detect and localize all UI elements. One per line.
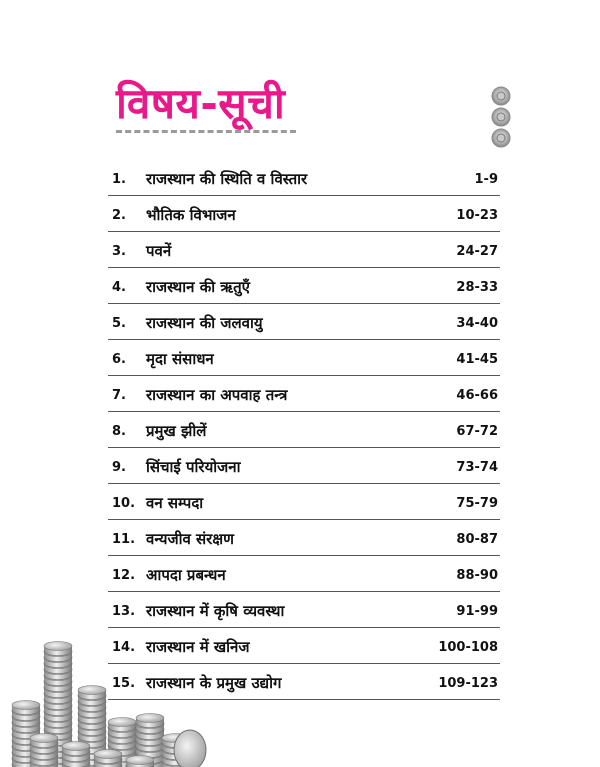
toc-page-range: 88-90 — [456, 568, 498, 583]
toc-number: 8. — [112, 424, 126, 439]
page-title: विषय-सूची — [116, 79, 286, 128]
title-underline — [116, 130, 296, 133]
toc-page-range: 80-87 — [456, 532, 498, 547]
toc-page-range: 73-74 — [456, 460, 498, 475]
coin-icon — [62, 742, 90, 756]
toc-row — [108, 304, 500, 340]
toc-chapter-title: सिंचाई परियोजना — [146, 458, 241, 476]
toc-number: 9. — [112, 460, 126, 475]
toc-chapter-title: प्रमुख झीलें — [146, 422, 207, 440]
toc-page-range: 100-108 — [438, 640, 498, 655]
toc-number: 12. — [112, 568, 136, 583]
toc-row — [108, 160, 500, 196]
toc-number: 14. — [112, 640, 136, 655]
toc-number: 7. — [112, 388, 126, 403]
toc-row — [108, 196, 500, 232]
toc-number: 11. — [112, 532, 136, 547]
flower-icon — [492, 87, 510, 105]
toc-chapter-title: राजस्थान का अपवाह तन्त्र — [146, 386, 288, 404]
toc-row — [108, 268, 500, 304]
toc-row — [108, 376, 500, 412]
decorative-ornaments — [489, 84, 513, 150]
toc-chapter-title: पवनें — [146, 242, 172, 260]
toc-chapter-title: भौतिक विभाजन — [146, 206, 236, 224]
toc-page-range: 75-79 — [456, 496, 498, 511]
toc-page-range: 109-123 — [438, 676, 498, 691]
toc-chapter-title: राजस्थान में खनिज — [146, 638, 250, 656]
toc-chapter-title: राजस्थान की स्थिति व विस्तार — [146, 170, 308, 188]
coin-icon — [136, 714, 164, 728]
standing-coin-icon — [174, 730, 206, 767]
coin-icon — [108, 718, 136, 732]
toc-number: 2. — [112, 208, 126, 223]
toc-page-range: 91-99 — [456, 604, 498, 619]
toc-page-range: 67-72 — [456, 424, 498, 439]
flower-icon — [492, 129, 510, 147]
toc-number: 15. — [112, 676, 136, 691]
coin-icon — [94, 750, 122, 764]
toc-page-range: 24-27 — [456, 244, 498, 259]
toc-row — [108, 448, 500, 484]
toc-page-range: 46-66 — [456, 388, 498, 403]
toc-chapter-title: राजस्थान के प्रमुख उद्योग — [146, 674, 282, 692]
toc-row — [108, 412, 500, 448]
toc-row — [108, 232, 500, 268]
toc-number: 3. — [112, 244, 126, 259]
toc-row — [108, 556, 500, 592]
coin-icon — [12, 701, 40, 715]
toc-chapter-title: मृदा संसाधन — [146, 350, 214, 368]
toc-number: 1. — [112, 172, 126, 187]
flower-icon — [492, 108, 510, 126]
toc-number: 10. — [112, 496, 136, 511]
toc-page-range: 34-40 — [456, 316, 498, 331]
toc-number: 4. — [112, 280, 126, 295]
coin-icon — [44, 642, 72, 656]
toc-chapter-title: राजस्थान की जलवायु — [146, 314, 263, 332]
toc-row — [108, 520, 500, 556]
toc-chapter-title: वन सम्पदा — [146, 494, 204, 512]
coin-icon — [30, 734, 58, 748]
toc-chapter-title: वन्यजीव संरक्षण — [146, 530, 234, 548]
toc-number: 5. — [112, 316, 126, 331]
toc-page-range: 10-23 — [456, 208, 498, 223]
toc-chapter-title: राजस्थान में कृषि व्यवस्था — [146, 602, 285, 620]
toc-page-range: 1-9 — [474, 172, 498, 187]
coin-stacks-illustration — [0, 600, 230, 767]
toc-number: 13. — [112, 604, 136, 619]
coin-icon — [78, 686, 106, 700]
toc-page-range: 41-45 — [456, 352, 498, 367]
toc-page-range: 28-33 — [456, 280, 498, 295]
toc-number: 6. — [112, 352, 126, 367]
coin-icon — [126, 756, 154, 767]
toc-chapter-title: राजस्थान की ऋतुएँ — [146, 278, 250, 296]
toc-chapter-title: आपदा प्रबन्धन — [146, 566, 226, 584]
toc-row — [108, 484, 500, 520]
toc-row — [108, 340, 500, 376]
